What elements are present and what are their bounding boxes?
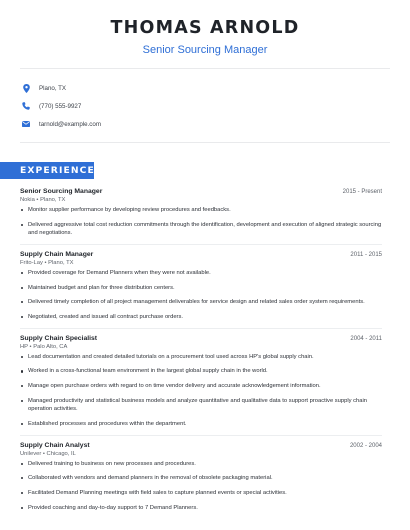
job-bullet: Manage open purchase orders with regard to on time vendor delivery and accurate acknowledgement information.	[20, 382, 382, 390]
job-title: Supply Chain Analyst	[20, 441, 90, 449]
contact-location-text: Plano, TX	[39, 84, 67, 92]
job-bullets	[20, 353, 382, 429]
job-dates: 2002 - 2004	[349, 442, 382, 449]
job-bullets	[20, 206, 382, 238]
job-bullet: Collaborated with vendors and demand planners in the removal of obsolete packaging material.	[20, 474, 382, 482]
job-bullet: Delivered timely completion of all project management deliverables for service design and related sales order system requirements.	[20, 298, 382, 306]
job-bullet: Negotiated, created and issued all contract purchase orders.	[20, 313, 382, 321]
job-bullet: Provided coaching and day-to-day support to 7 Demand Planners.	[20, 504, 382, 512]
job-company-location: HP • Palo Alto, CA	[20, 343, 68, 350]
job-divider	[20, 328, 382, 329]
job-bullet: Delivered aggressive total cost reduction commitments through the identification, development and execution of aligned strategic sourcing and negotiations.	[20, 221, 382, 238]
contact-email[interactable]	[21, 115, 410, 133]
contact-phone	[21, 97, 410, 115]
location-pin-icon	[21, 83, 31, 93]
job-bullet: Lead documentation and created detailed tutorials on a procurement tool used across HP's global supply chain.	[20, 353, 382, 361]
job-divider	[20, 244, 382, 245]
contact-list	[0, 69, 410, 142]
job-dates: 2004 - 2011	[350, 335, 382, 342]
job-entry	[20, 188, 382, 238]
job-entry	[20, 251, 382, 322]
phone-icon	[21, 101, 31, 111]
contact-email-text[interactable]: tarnold@example.com	[39, 120, 101, 128]
contact-divider	[20, 142, 390, 143]
contact-location	[21, 79, 410, 97]
job-company-location: Nokia • Plano, TX	[20, 197, 66, 203]
job-bullet: Provided coverage for Demand Planners when they were not available.	[20, 269, 382, 277]
job-company-location: Frito-Lay • Plano, TX	[20, 259, 74, 266]
job-company-location: Unilever • Chicago, IL	[20, 450, 76, 457]
job-bullet: Maintained budget and plan for three distribution centers.	[20, 284, 382, 292]
job-bullet: Worked in a cross-functional team environment in the largest global supply chain in the world.	[20, 367, 382, 375]
contact-phone-text: (770) 555-9927	[39, 102, 82, 110]
job-bullet: Facilitated Demand Planning meetings with field sales to capture planned events or special activities.	[20, 489, 382, 497]
job-entry	[20, 335, 382, 429]
job-bullets	[20, 269, 382, 322]
job-divider	[20, 435, 382, 436]
job-dates: 2011 - 2015	[350, 251, 382, 258]
job-dates: 2015 - Present	[342, 189, 382, 195]
job-bullet: Established processes and procedures within the department.	[20, 420, 382, 428]
job-entry	[20, 442, 382, 513]
job-bullets	[20, 460, 382, 513]
person-role: Senior Sourcing Manager	[142, 44, 268, 56]
experience-list	[20, 188, 382, 518]
job-title: Supply Chain Specialist	[20, 334, 98, 342]
job-title: Senior Sourcing Manager	[20, 188, 103, 195]
person-name: THOMAS ARNOLD	[110, 18, 300, 38]
email-icon	[21, 119, 31, 129]
job-bullet: Managed productivity and statistical business models and analyze quantitative and qualitative data to support proactive supply chain operation activities.	[20, 397, 382, 414]
job-bullet: Delivered training to business on new processes and procedures.	[20, 460, 382, 468]
resume-header	[0, 0, 410, 57]
job-bullet: Monitor supplier performance by developing review procedures and feedbacks.	[20, 206, 382, 214]
experience-section-header: EXPERIENCE	[0, 162, 94, 179]
job-title: Supply Chain Manager	[20, 250, 94, 258]
